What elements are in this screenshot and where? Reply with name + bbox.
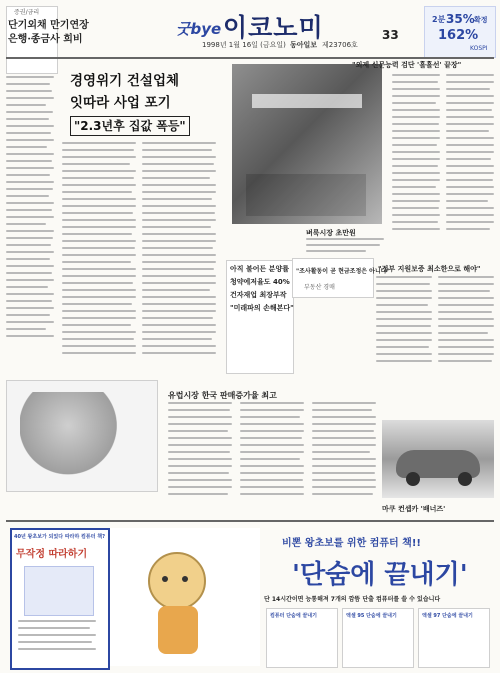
ad-subtitle: 단 14시간이면 능통해져 7개의 깜뜸 단출 컴퓨터를 쓸 수 있습니다 — [264, 596, 441, 603]
quote-2: 청약에저율도 40% — [230, 278, 290, 286]
page-number: 33 — [382, 28, 399, 42]
ad-left-title: 무작정 따라하기 — [16, 549, 88, 560]
ad-box-1-label: 컴퓨터 단숨에 끝내기 — [270, 613, 317, 619]
lower-center-section: 부동산 경매 — [304, 284, 335, 291]
right-article-body — [392, 74, 496, 244]
left-lower-illustration — [20, 392, 140, 476]
main-article-body — [62, 142, 217, 368]
masthead-issue: 제23706호 — [322, 41, 358, 49]
quote-1: 아직 불어든 분양률 — [230, 265, 289, 273]
lower-center-body — [168, 402, 376, 506]
ad-box-2-label: 엑셀 95 단숨에 끝내기 — [346, 613, 397, 619]
quote-3: 건자재업 최장부작 — [230, 291, 287, 299]
quote-4: "미래파의 손해본다" — [230, 304, 294, 312]
masthead-title: 이코노미 — [223, 13, 324, 42]
market-photo — [232, 64, 382, 224]
masthead-logo: 굿bye — [176, 20, 222, 38]
rate-suffix: 확정 — [474, 16, 488, 24]
ad-box-3-label: 엑셀 97 단숨에 끝내기 — [422, 613, 473, 619]
main-headline-2: 잇따라 사업 포기 — [70, 95, 171, 111]
rate-value: 35% — [446, 12, 475, 26]
top-left-headline-2: 은행·종금사 희비 — [8, 34, 83, 45]
masthead-publisher: 동아일보 — [290, 41, 318, 49]
main-headline-3: "2.3년후 집값 폭등" — [70, 116, 190, 136]
car-photo — [382, 420, 494, 498]
ad-left-tag: 40년 왕초보가 되었다 따라하 컴퓨터 책? — [14, 534, 106, 540]
ad-book-cover — [24, 566, 94, 616]
ad-left-list — [18, 620, 98, 660]
car-caption: 마쿠 컨셉카 '배너즈' — [382, 505, 446, 513]
rate-label: 2분 — [432, 15, 446, 24]
right-headline: "외제 신문능력 검단 '흘흘선' 끝장" — [352, 61, 462, 69]
top-left-badge: 증권/금리 — [14, 9, 40, 16]
ad-divider — [6, 520, 494, 522]
rate-value-2: 162% — [438, 28, 479, 43]
lower-center-headline: "조사활동이 곧 현금조정은 아니다" — [296, 268, 390, 275]
masthead-date: 1998년 1월 16일 (금요일) — [202, 41, 286, 49]
right-lower-headline: "정부 지원보증 최소한으로 해야" — [378, 265, 481, 273]
photo-caption-lines — [306, 238, 386, 256]
lower-center-side-headline: 유럽시장 한국 판매증가율 최고 — [168, 391, 277, 400]
right-lower-body — [376, 276, 496, 396]
top-left-headline-1: 단기외채 만기연장 — [8, 20, 89, 31]
lower-center-headline-box — [292, 258, 374, 298]
ad-top-text: 비뽄 왕초보를 위한 컴퓨터 책!! — [282, 538, 421, 549]
photo-caption: 벼룩시장 초만원 — [306, 229, 356, 237]
ad-cartoon — [110, 528, 260, 666]
left-column — [6, 76, 56, 376]
masthead-rule — [6, 57, 494, 59]
ad-title: '단숨에 끝내기' — [292, 560, 468, 590]
kospi-label: KOSPI — [470, 45, 488, 52]
main-headline-1: 경영위기 건설업체 — [70, 73, 180, 89]
